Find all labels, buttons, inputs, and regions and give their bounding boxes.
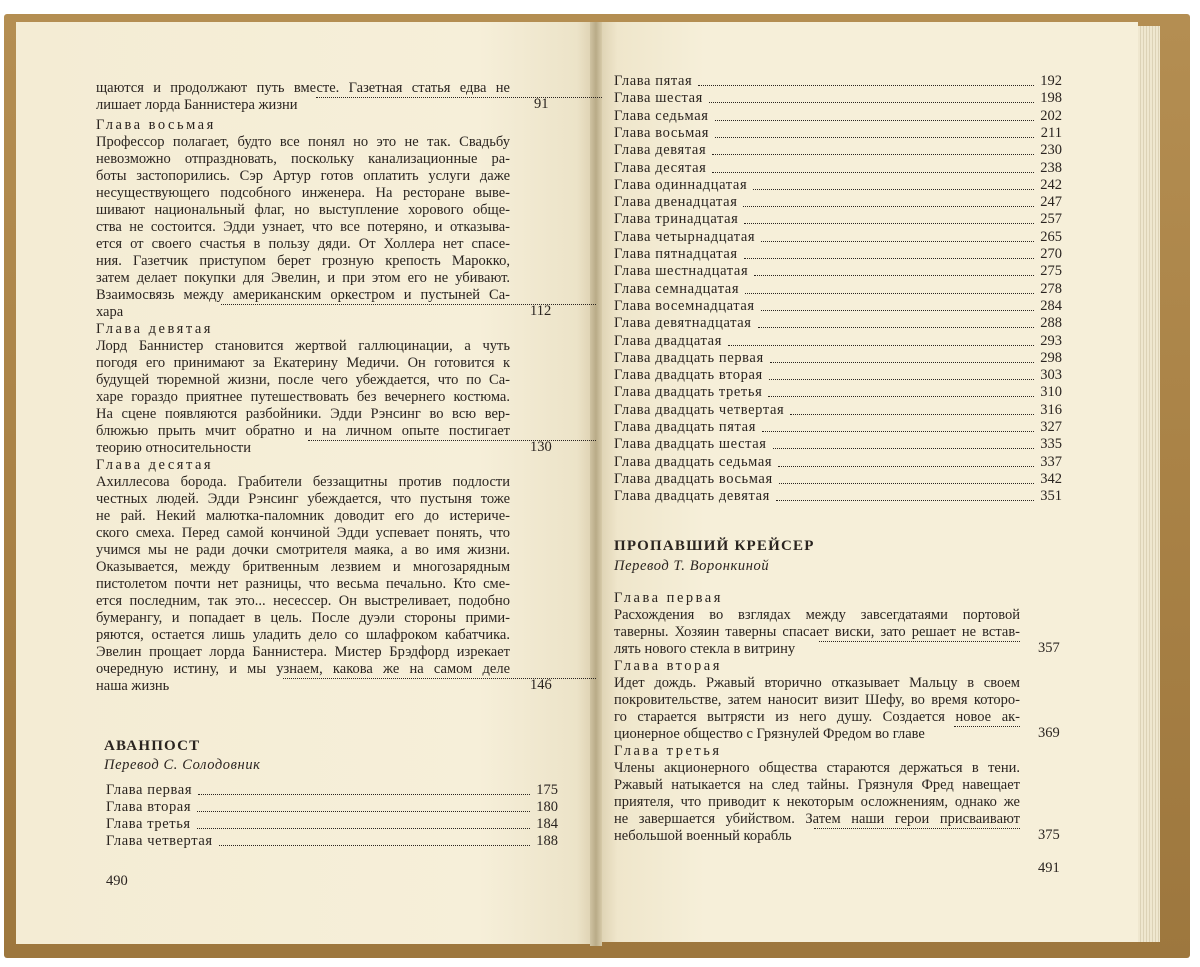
page-edges <box>1138 26 1160 942</box>
dot-leader <box>758 327 1034 328</box>
entry-leader <box>819 641 1024 646</box>
body-line: щаются и продолжают путь вместе. Газетная статья едва не <box>96 80 510 96</box>
toc-row <box>614 367 1062 384</box>
toc-title: Глава двадцать восьмая <box>614 470 773 487</box>
toc-row <box>614 488 1062 505</box>
toc-page-number: 188 <box>536 833 558 849</box>
body-line: На сцене появляются разбойники. Эдди Рэнсинг во всю вер- <box>96 406 510 422</box>
entry-leader <box>814 828 1024 833</box>
dot-leader <box>770 362 1034 363</box>
toc-row <box>614 315 1062 332</box>
dot-leader <box>712 172 1034 173</box>
translator-credit: Перевод Т. Воронкиной <box>614 558 770 574</box>
dot-leader <box>778 466 1034 467</box>
body-line: погодя его принимают за Екатерину Медичи. Он готовится к <box>96 355 510 371</box>
toc-title: Глава десятая <box>614 159 707 176</box>
toc-row <box>614 125 1062 142</box>
toc-page-number: 257 <box>1040 211 1062 228</box>
body-line: невозможно отпраздновать, поскольку канализационные ра- <box>96 151 510 167</box>
toc-page-number: 238 <box>1040 159 1062 176</box>
body-line: ряются, остается лишь уладить дело со шлафроком кабатчика. <box>96 627 510 643</box>
dot-leader <box>768 396 1034 397</box>
dot-leader <box>754 275 1034 276</box>
body-line: Эвелин прощает лорда Баннистера. Мистер Брэдфорд изрекает <box>96 644 510 660</box>
toc-title: Глава восемнадцатая <box>614 297 755 314</box>
toc-row <box>106 833 558 850</box>
dot-leader <box>954 726 1020 727</box>
toc-page-number: 180 <box>536 799 558 815</box>
body-line: ционерное общество с Грязнулей Фредом во главе <box>614 726 925 742</box>
toc-title: Глава семнадцатая <box>614 280 740 297</box>
page-ref: 91 <box>534 96 549 112</box>
dot-leader <box>316 97 602 98</box>
toc-title: Глава девятнадцатая <box>614 315 752 332</box>
toc-row <box>106 799 558 816</box>
body-line: бумерангу, и попадает в цель. После дуэли стороны прими- <box>96 610 510 626</box>
dot-leader <box>773 448 1034 449</box>
body-line: ется последним, так это... несессер. Он выстреливает, подобно <box>96 593 510 609</box>
toc-page-number: 265 <box>1040 228 1062 245</box>
toc-row <box>106 816 558 833</box>
toc-row <box>614 436 1062 453</box>
toc-title: Глава тринадцатая <box>614 211 739 228</box>
body-line: очередную истину, и мы узнаем, какова же на самом деле <box>96 661 510 677</box>
toc-page-number: 211 <box>1040 124 1062 141</box>
toc-title: Глава двадцатая <box>614 332 722 349</box>
toc-row <box>614 246 1062 263</box>
section-title: АВАНПОСТ <box>104 738 201 754</box>
toc-page-number: 278 <box>1040 280 1062 297</box>
toc-title: Глава двадцать третья <box>614 384 763 401</box>
body-line: Профессор полагает, будто все понял но это не так. Свадьбу <box>96 134 510 150</box>
body-line: ского смеха. Перед самой кончиной Эдди успевает понять, что <box>96 525 510 541</box>
section-title: ПРОПАВШИЙ КРЕЙСЕР <box>614 538 815 554</box>
body-line: не рай. Некий малютка-паломник доводит его до истериче- <box>96 508 510 524</box>
body-line: наша жизнь <box>96 678 170 694</box>
dot-leader <box>743 206 1034 207</box>
dot-leader <box>819 641 1020 642</box>
toc-row <box>614 471 1062 488</box>
dot-leader <box>769 379 1034 380</box>
toc-row <box>614 177 1062 194</box>
toc-page-number: 192 <box>1040 73 1062 89</box>
page-ref: 375 <box>1038 827 1060 843</box>
body-line: шивают национальный флаг, но выступление хорового обще- <box>96 202 510 218</box>
toc-row <box>614 160 1062 177</box>
dot-leader <box>762 431 1034 432</box>
toc-title: Глава двадцать девятая <box>614 488 770 505</box>
toc-page-number: 275 <box>1040 263 1062 280</box>
chapter-heading: Глава восьмая <box>96 117 216 133</box>
toc-page-number: 175 <box>536 782 558 798</box>
toc-row <box>614 194 1062 211</box>
body-line: боты застопорились. Сэр Артур готов оплатить услуги даже <box>96 168 510 184</box>
toc-page-number: 337 <box>1040 453 1062 470</box>
toc-title: Глава вторая <box>106 799 192 815</box>
toc-row <box>614 108 1062 125</box>
toc-title: Глава шестая <box>614 90 703 107</box>
body-line: Ржавый натыкается на след тайны. Грязнуля Фред навещает <box>614 777 1020 793</box>
toc-page-number: 284 <box>1040 297 1062 314</box>
dot-leader <box>219 845 530 846</box>
dot-leader <box>776 500 1034 501</box>
dot-leader <box>761 310 1034 311</box>
toc-title: Глава двадцать шестая <box>614 436 767 453</box>
page-ref: 130 <box>530 439 552 455</box>
toc-row <box>614 281 1062 298</box>
body-line: покровительстве, затем наносит визит Шефу, во время которо- <box>614 692 1020 708</box>
body-line: Ахиллесова борода. Грабители беззащитны против подлости <box>96 474 510 490</box>
toc-page-number: 184 <box>536 816 558 832</box>
toc-page-number: 293 <box>1040 332 1062 349</box>
toc-page-number: 342 <box>1040 470 1062 487</box>
page-ref: 357 <box>1038 640 1060 656</box>
body-line: ния. Газетчик приступом берет грозную крепость Марокко, <box>96 253 510 269</box>
body-line: харе гораздо приятнее путешествовать без вечернего костюма. <box>96 389 510 405</box>
dot-leader <box>198 794 530 795</box>
toc-row <box>614 384 1062 401</box>
toc-page-number: 198 <box>1040 90 1062 107</box>
body-line: приятеля, что приводит к некоторым осложнениям, однако же <box>614 794 1020 810</box>
toc-page-number: 335 <box>1040 436 1062 453</box>
body-line: Оказывается, между бритвенным лезвием и многозарядным <box>96 559 510 575</box>
body-line: хара <box>96 304 124 320</box>
toc-page-number: 351 <box>1040 488 1062 505</box>
toc-row <box>614 333 1062 350</box>
toc-row <box>614 90 1062 107</box>
body-line: Взаимосвязь между американским оркестром и пустыней Са- <box>96 287 510 303</box>
toc-row <box>614 454 1062 471</box>
toc-row <box>614 263 1062 280</box>
entry-leader <box>283 678 600 683</box>
translator-credit: Перевод С. Солодовник <box>104 757 261 773</box>
dot-leader <box>709 102 1034 103</box>
body-line: честных людей. Эдди Рэнсинг убеждается, что пустыня тоже <box>96 491 510 507</box>
body-line: лять нового стекла в витрину <box>614 641 796 657</box>
toc-title: Глава двенадцатая <box>614 194 738 211</box>
body-line: будущей тюремной жизни, после чего убеждается, что по Са- <box>96 372 510 388</box>
toc-row <box>614 229 1062 246</box>
body-line: небольшой военный корабль <box>614 828 792 844</box>
dot-leader <box>698 85 1034 86</box>
body-line: Идет дождь. Ржавый вторично отказывает Мальцу в своем <box>614 675 1020 691</box>
chapter-heading: Глава первая <box>614 590 723 606</box>
dot-leader <box>790 414 1034 415</box>
page-ref: 112 <box>530 303 552 319</box>
toc-row <box>614 350 1062 367</box>
toc-title: Глава пятнадцатая <box>614 246 738 262</box>
toc-page-number: 270 <box>1040 246 1062 262</box>
dot-leader <box>745 293 1034 294</box>
toc-page-number: 288 <box>1040 315 1062 332</box>
toc-title: Глава четвертая <box>106 833 213 849</box>
toc-page-number: 247 <box>1040 194 1062 211</box>
dot-leader <box>712 154 1034 155</box>
dot-leader <box>814 828 1020 829</box>
dot-leader <box>761 241 1034 242</box>
toc-title: Глава девятая <box>614 142 707 159</box>
toc-row <box>106 782 558 799</box>
chapter-heading: Глава десятая <box>96 457 214 473</box>
toc-page-number: 316 <box>1040 401 1062 418</box>
dot-leader <box>715 137 1034 138</box>
toc-row <box>614 73 1062 90</box>
toc-title: Глава восьмая <box>614 124 710 141</box>
toc-title: Глава пятая <box>614 73 693 89</box>
chapter-heading: Глава девятая <box>96 321 213 337</box>
chapter-heading: Глава вторая <box>614 658 722 674</box>
dot-leader <box>197 811 530 812</box>
body-line: не завершается убийством. Затем наши герои присваивают <box>614 811 1020 827</box>
body-line: таверны. Хозяин таверны спасает виски, зато решает не встав- <box>614 624 1020 640</box>
dot-leader <box>744 258 1034 259</box>
toc-title: Глава двадцать четвертая <box>614 401 785 418</box>
dot-leader <box>779 483 1034 484</box>
toc-page-number: 242 <box>1040 176 1062 193</box>
toc-row <box>614 298 1062 315</box>
toc-title: Глава двадцать пятая <box>614 419 756 435</box>
toc-row <box>614 142 1062 159</box>
toc-row <box>614 402 1062 419</box>
toc-page-number: 298 <box>1040 349 1062 366</box>
body-line: ется от своего счастья в пользу дяди. От Холлера нет спасе- <box>96 236 510 252</box>
body-line: го старается вытрясти из него душу. Создается новое ак- <box>614 709 1020 725</box>
toc-title: Глава четырнадцатая <box>614 228 756 245</box>
toc-page-number: 202 <box>1040 107 1062 124</box>
toc-page-number: 310 <box>1040 384 1062 401</box>
entry-leader <box>954 726 1024 731</box>
entry-leader <box>316 97 606 102</box>
dot-leader <box>197 828 530 829</box>
toc-title: Глава одиннадцатая <box>614 176 748 193</box>
body-line: Лорд Баннистер становится жертвой галлюцинации, а чуть <box>96 338 510 354</box>
toc-row <box>614 211 1062 228</box>
body-line: блюжью прыть мчит обратно и на личном опыте постигает <box>96 423 510 439</box>
body-line: теорию относительности <box>96 440 251 456</box>
page-ref: 369 <box>1038 725 1060 741</box>
chapter-heading: Глава третья <box>614 743 722 759</box>
body-line: учимся мы не ради дочки смотрителя маяка, а во имя жизни. <box>96 542 510 558</box>
toc-title: Глава двадцать седьмая <box>614 453 773 470</box>
body-line: Расхождения во взглядах между завсегдатаями портовой <box>614 607 1020 623</box>
page-ref: 146 <box>530 677 552 693</box>
toc-row <box>614 419 1062 436</box>
dot-leader <box>753 189 1034 190</box>
toc-title: Глава двадцать вторая <box>614 367 763 384</box>
toc-page-number: 303 <box>1040 367 1062 384</box>
toc-title: Глава седьмая <box>614 107 709 124</box>
body-line: Члены акционерного общества стараются держаться в тени. <box>614 760 1020 776</box>
book-gutter <box>590 22 602 946</box>
toc-page-number: 230 <box>1040 142 1062 159</box>
toc-title: Глава двадцать первая <box>614 349 764 366</box>
body-line: затем делает покупки для Эвелин, и при этом его не убивают. <box>96 270 510 286</box>
toc-title: Глава третья <box>106 816 191 832</box>
body-line: несуществующего подсобного инженера. На ресторане выве- <box>96 185 510 201</box>
dot-leader <box>715 120 1034 121</box>
toc-title: Глава первая <box>106 782 193 798</box>
body-line: пистолетом почти нет разницы, что весьма печально. Кто сме- <box>96 576 510 592</box>
body-line: лишает лорда Баннистера жизни <box>96 97 298 113</box>
page-number: 490 <box>106 873 128 889</box>
toc-page-number: 327 <box>1040 419 1062 435</box>
body-line: ства не состоится. Эдди узнает, что все потеряно, и отказыва- <box>96 219 510 235</box>
dot-leader <box>744 223 1034 224</box>
dot-leader <box>728 345 1034 346</box>
entry-leader <box>308 440 600 445</box>
toc-title: Глава шестнадцатая <box>614 263 749 280</box>
page-number: 491 <box>1038 860 1060 876</box>
dot-leader <box>308 440 596 441</box>
